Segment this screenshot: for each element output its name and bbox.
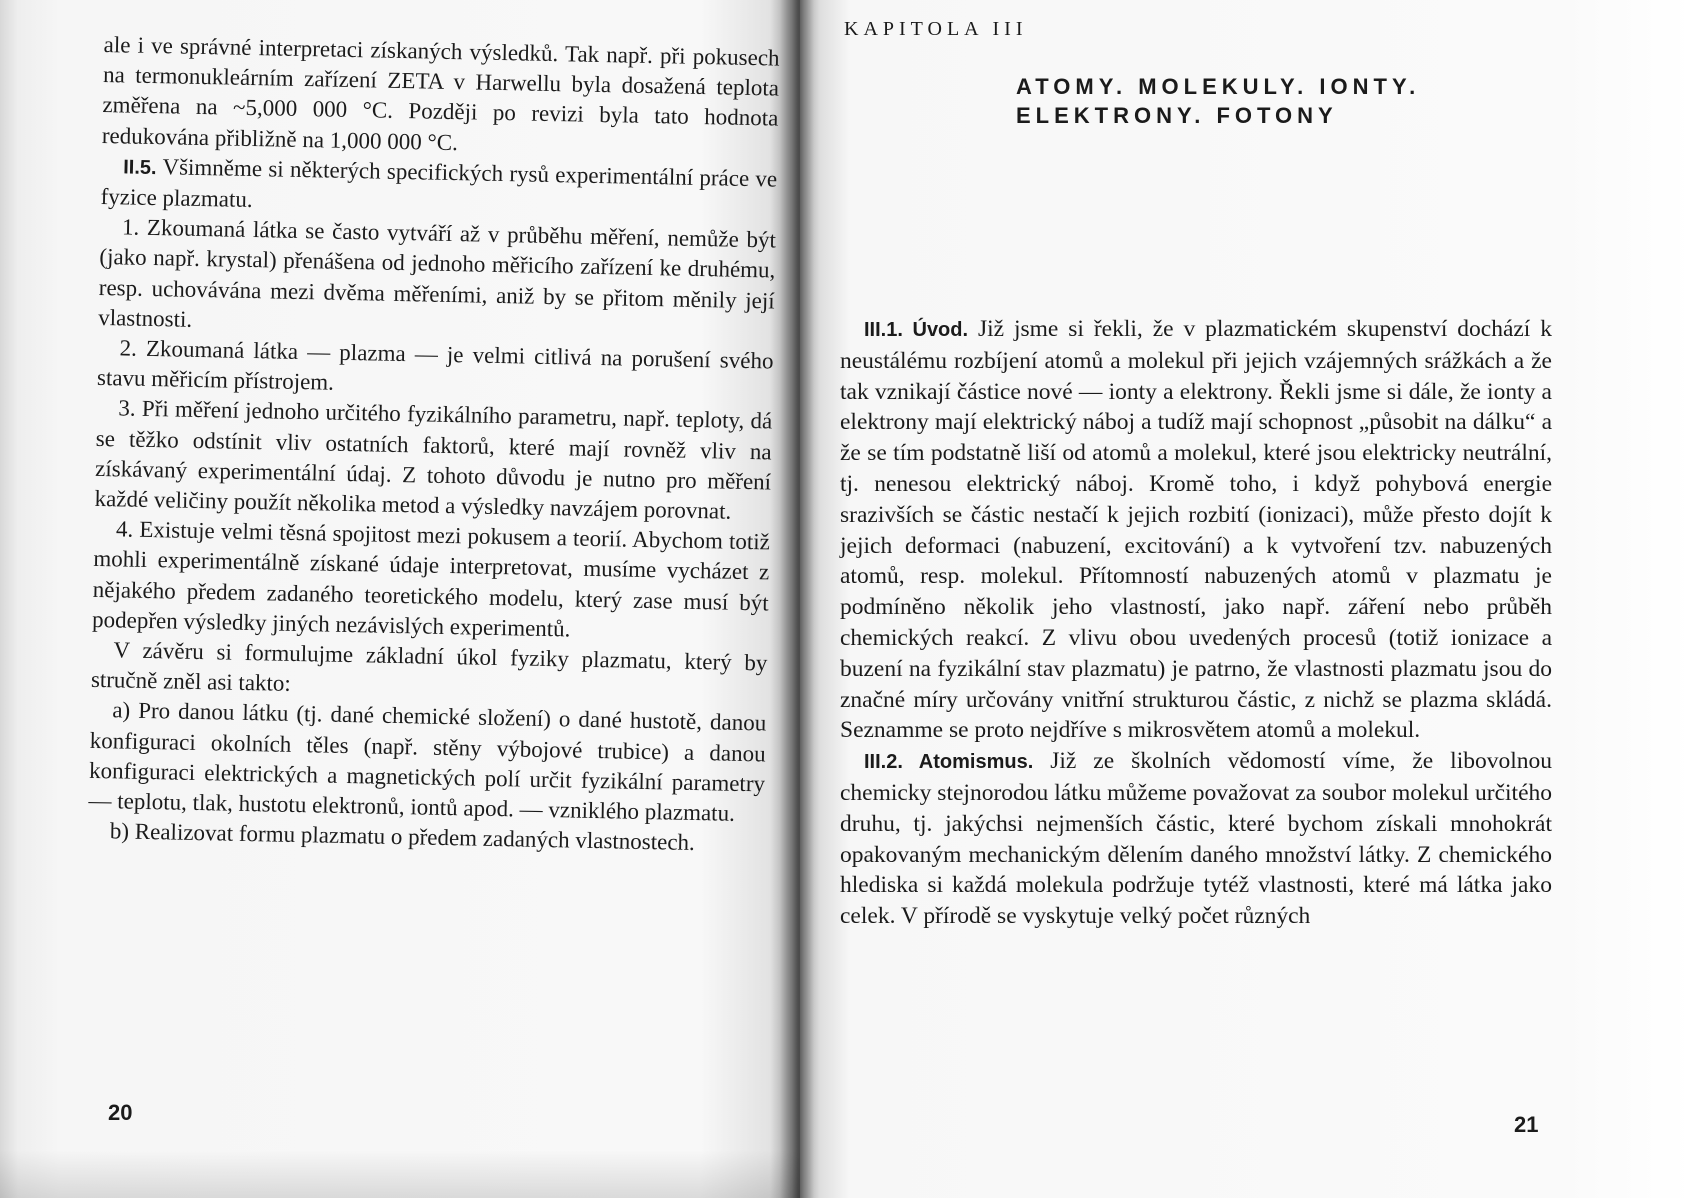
- left-page-body: [88, 30, 780, 860]
- right-page-body: [840, 314, 1552, 932]
- paragraph: V závěru si formulujme základní úkol fyziky plazmatu, který by stručně zněl asi takto:: [90, 637, 768, 697]
- page-number-left: 20: [108, 1100, 133, 1125]
- book-gutter: [780, 0, 820, 1198]
- section-heading: III.2. Atomismus.: [864, 751, 1034, 774]
- section-number: II.5.: [123, 156, 157, 179]
- paragraph: a) Pro danou látku (tj. dané chemické složení) o dané hustotě, danou konfiguraci okolních těles (např. stěny výbojové trubice) a danou konfiguraci elektrických a magnetických polí určit fyzikální parametry — teplotu, tlak, hustotu elektronů, iontů apod. — vzniklého plazmatu.: [88, 697, 767, 826]
- running-head: KAPITOLA III: [844, 18, 1028, 40]
- paragraph: 4. Existuje velmi těsná spojitost mezi pokusem a teorií. Abychom totiž mohli experimentálně získané údaje interpretovat, musíme vycházet z nějakého předem zadaného teoretického modelu, který zase musí být podepřen výsledky jiných nezávislých experimentů.: [91, 516, 771, 642]
- page-shadow: [0, 1150, 800, 1198]
- paragraph: ale i ve správné interpretaci získaných výsledků. Tak např. při pokusech na termonukleárním zařízení ZETA v Harwellu byla dosažená teplota změřena na ~5,000 000 °C. Později po revizi byla tato hodnota redukována přibližně na 1,000 000 °C.: [101, 31, 780, 155]
- chapter-title-line: ATOMY. MOLEKULY. IONTY.: [1016, 74, 1421, 99]
- section-paragraph: [840, 746, 1552, 932]
- paragraph: b) Realizovat formu plazmatu o předem zadaných vlastnostech.: [109, 818, 696, 856]
- page-number-right: 21: [1514, 1112, 1539, 1137]
- paragraph: 1. Zkoumaná látka se často vytváří až v průběhu měření, nemůže být (jako např. krystal) přenášena od jednoho měřicího zařízení ke druhému, resp. uchovávána mezi dvěma měřeními, aniž by se přitom měnily její vlastnosti.: [97, 214, 777, 332]
- paragraph: 2. Zkoumaná látka — plazma — je velmi citlivá na porušení svého stavu měřicím přístrojem.: [96, 335, 774, 395]
- chapter-title-line: ELEKTRONY. FOTONY: [1016, 103, 1338, 128]
- paragraph: 3. Při měření jednoho určitého fyzikálního parametru, např. teploty, dá se těžko odstínit vliv ostatních faktorů, které mají rovněž vliv na získávaný experimentální údaj. Z tohoto důvodu je nutno pro měření každé veličiny použít několika metod a výsledky navzájem porovnat.: [94, 395, 773, 524]
- section-heading: III.1. Úvod.: [864, 319, 969, 341]
- chapter-title: [1016, 72, 1516, 130]
- section-text: Již ze školních vědomostí víme, že libovolnou chemicky stejnorodou látku můžeme považovat za soubor molekul určitého druhu, tj. jakýchsi nejmenších částic, které bychom získali mnohokrát opakovaným mechanickým dělením daného množství látky. Z chemického hlediska si každá molekula podržuje tytéž vlastnosti, které má látka jako celek. V přírodě se vyskytuje velký počet různých: [840, 748, 1552, 930]
- paragraph-text: Všimněme si některých specifických rysů experimentální práce ve fyzice plazmatu.: [100, 154, 778, 213]
- section-paragraph: [840, 314, 1552, 746]
- section-text: Již jsme si řekli, že v plazmatickém skupenství dochází k neustálému rozbíjení atomů a molekul při jejich vzájemných srážkách a že tak vznikají částice nové — ionty a elektrony. Řekli jsme si dále, že ionty a elektrony mají elektrický náboj a tudíž mají schopnost „působit na dálku“ a že se tím podstatně liší od atomů a molekul, které jsou elektricky neutrální, tj. nenesou elektrický náboj. Kromě toho, i když pohybová energie srazivších se částic nestačí k jejich rozbití (ionizaci), může přesto dojít k jejich deformaci (nabuzení, excitování) a k vytvoření tzv. nabuzených atomů, resp. molekul. Přítomností nabuzených atomů v plazmatu je podmíněno několik jeho vlastností, jako např. záření nebo průběh chemických reakcí. Z vlivu obou uvedených procesů (totiž ionizace a buzení na fyzikální stav plazmatu) je patrno, že vlastnosti plazmatu jsou do značné míry určovány vnitřní strukturou částic, z nichž se plazma skládá. Seznamme se proto nejdříve s mikrosvětem atomů a molekul.: [840, 316, 1552, 744]
